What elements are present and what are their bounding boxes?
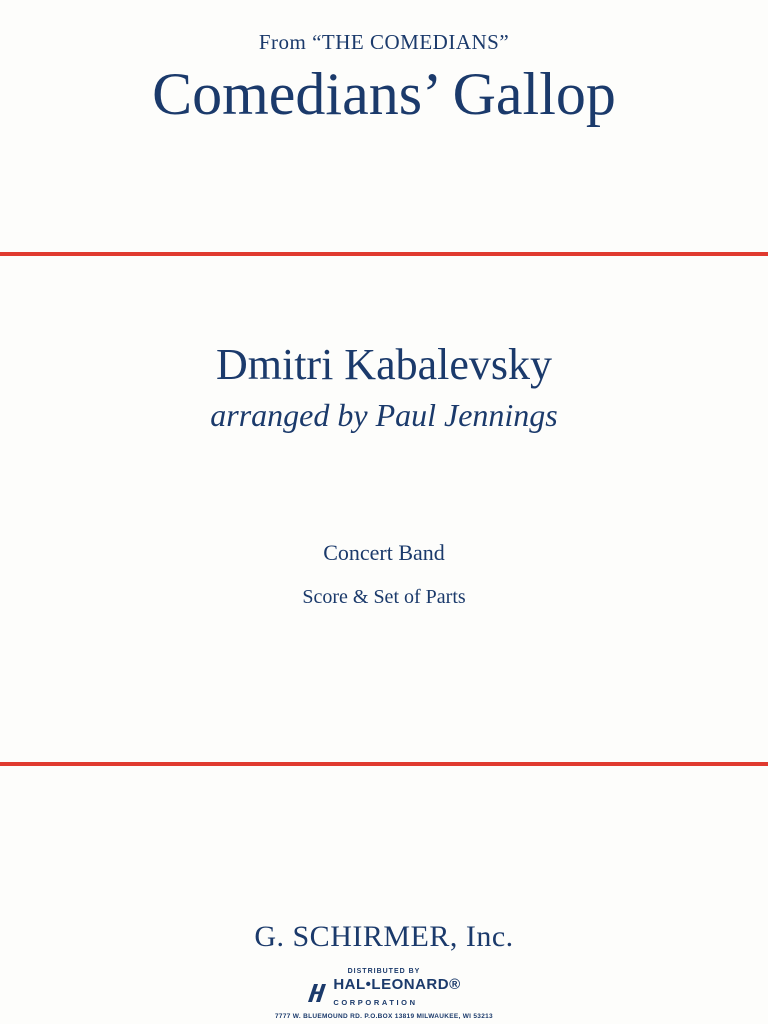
distributor-address: 7777 W. BLUEMOUND RD. P.O.BOX 13819 MILWAUKEE, WI 53213	[275, 1013, 493, 1020]
credits-block	[0, 340, 768, 434]
composer-name: Dmitri Kabalevsky	[215, 340, 553, 389]
divider-rule-bottom	[0, 762, 768, 766]
ensemble-type: Concert Band	[323, 540, 445, 565]
divider-rule-top	[0, 252, 768, 256]
publisher-block	[0, 920, 768, 1020]
title-block	[0, 30, 768, 126]
distributor-corporation: CORPORATION	[333, 998, 418, 1007]
hal-leonard-logo	[0, 977, 768, 1009]
arranger-credit: arranged by Paul Jennings	[210, 396, 558, 433]
hal-leonard-mark-icon	[307, 983, 329, 1003]
instrumentation-block	[0, 540, 768, 609]
distributed-by-label: DISTRIBUTED BY	[347, 968, 421, 975]
hal-leonard-wordmark	[333, 977, 460, 1009]
source-work-line: From “THE COMEDIANS”	[258, 30, 510, 54]
distributor-name: HAL•LEONARD®	[333, 976, 461, 993]
page-title: Comedians’ Gallop	[152, 61, 616, 127]
contents-description: Score & Set of Parts	[302, 586, 466, 608]
publisher-name: G. SCHIRMER, Inc.	[254, 920, 514, 953]
